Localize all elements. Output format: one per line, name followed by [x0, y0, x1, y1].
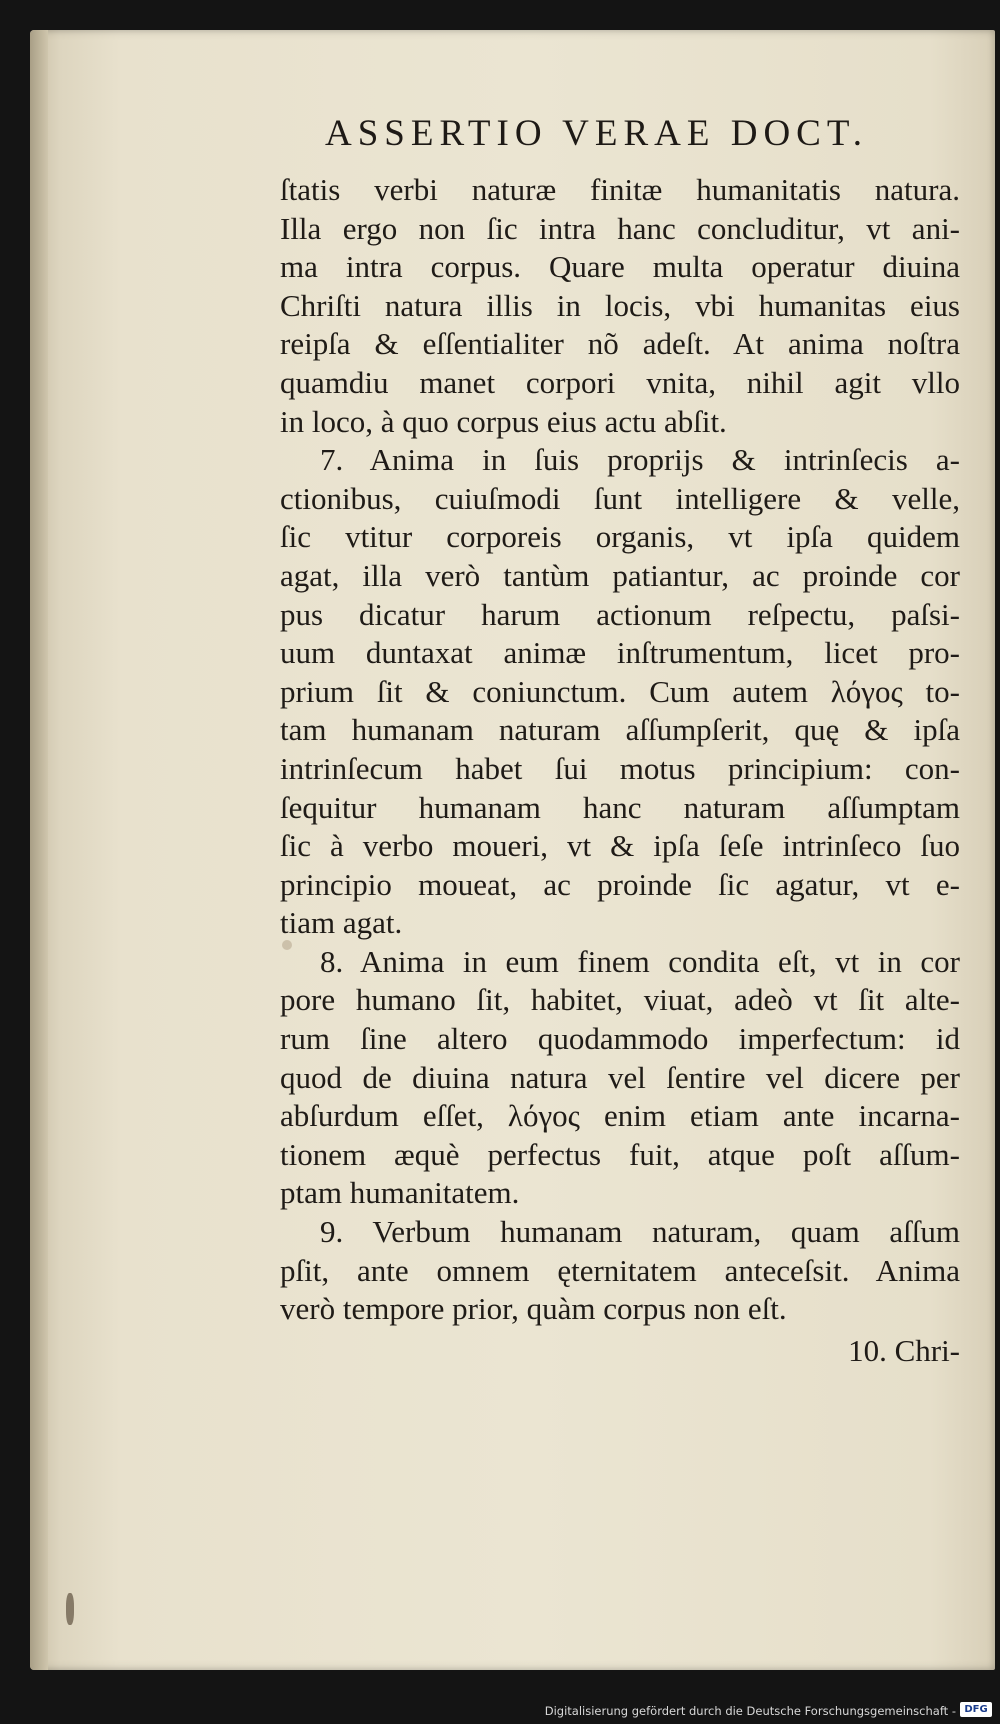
- text-line: rum ſine altero quodammodo imperfectum: id: [280, 1021, 960, 1057]
- text-line: principio moueat, ac proinde ſic agatur, vt e-: [280, 866, 960, 902]
- text-line: prium ſit & coniunctum. Cum autem λόγος to-: [280, 673, 960, 709]
- text-line: pſit, ante omnem ęternitatem anteceſsit. Anima: [280, 1252, 960, 1288]
- text-line: Illa ergo non ſic intra hanc concluditur, vt ani-: [280, 210, 960, 246]
- text-line: in loco, à quo corpus eius actu abſit.: [280, 403, 727, 439]
- text-line: agat, illa verò tantùm patiantur, ac proinde cor: [280, 557, 960, 593]
- text-line: verò tempore prior, quàm corpus non eſt.: [280, 1291, 787, 1327]
- body-text: [280, 171, 960, 1329]
- text-line: abſurdum eſſet, λόγος enim etiam ante incarna-: [280, 1098, 960, 1134]
- dfg-logo[interactable]: DFG: [960, 1702, 992, 1717]
- text-line: ſequitur humanam hanc naturam aſſumptam: [280, 789, 960, 825]
- text-line: pus dicatur harum actionum reſpectu, paſsi-: [280, 596, 960, 632]
- page-edge: [30, 30, 48, 1670]
- paragraph-8-start: 8. Anima in eum finem condita eſt, vt in cor: [320, 943, 960, 979]
- text-line: Chriſti natura illis in locis, vbi humanitas eius: [280, 287, 960, 323]
- text-line: intrinſecum habet ſui motus principium: con-: [280, 750, 960, 786]
- text-line: ctionibus, cuiuſmodi ſunt intelligere & velle,: [280, 480, 960, 516]
- text-line: ptam humanitatem.: [280, 1175, 520, 1211]
- paragraph-7-start: 7. Anima in ſuis proprijs & intrinſecis a-: [320, 442, 960, 478]
- paper-stain: [66, 1593, 74, 1625]
- paragraph-9-start: 9. Verbum humanam naturam, quam aſſum: [320, 1214, 960, 1250]
- text-line: pore humano ſit, habitet, viuat, adeò vt ſit alte-: [280, 982, 960, 1018]
- text-line: ſic à verbo moueri, vt & ipſa ſeſe intrinſeco ſuo: [280, 828, 960, 864]
- digitization-credit: Digitalisierung gefördert durch die Deutsche Forschungsgemeinschaft -: [544, 1704, 956, 1718]
- text-line: ſic vtitur corporeis organis, vt ipſa quidem: [280, 519, 960, 555]
- text-line: tionem æquè perfectus fuit, atque poſt aſſum-: [280, 1136, 960, 1172]
- text-line: quamdiu manet corpori vnita, nihil agit vllo: [280, 364, 960, 400]
- text-line: ſtatis verbi naturæ finitæ humanitatis natura.: [280, 172, 960, 207]
- running-head: ASSERTIO VERAE DOCT.: [325, 113, 868, 154]
- text-line: uum duntaxat animæ inſtrumentum, licet pro-: [280, 635, 960, 671]
- text-line: tiam agat.: [280, 905, 403, 941]
- text-line: ma intra corpus. Quare multa operatur diuina: [280, 249, 960, 285]
- text-line: tam humanam naturam aſſumpſerit, quę & ipſa: [280, 712, 960, 748]
- catchword: 10. Chri-: [848, 1333, 960, 1368]
- text-line: quod de diuina natura vel ſentire vel dicere per: [280, 1059, 960, 1095]
- text-line: reipſa & eſſentialiter nõ adeſt. At anima noſtra: [280, 326, 960, 362]
